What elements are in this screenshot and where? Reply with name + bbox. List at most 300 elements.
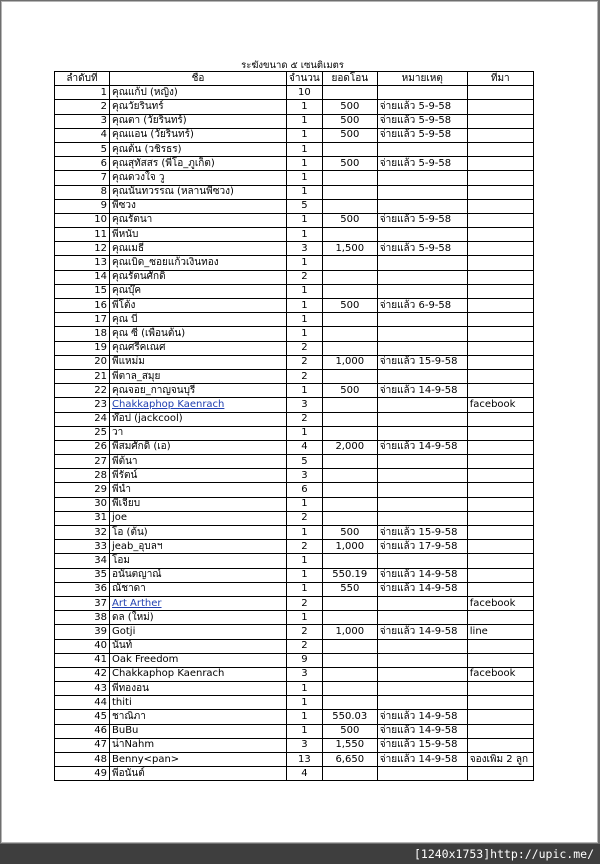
cell-amount (322, 327, 377, 341)
cell-source (467, 157, 533, 171)
table-row (55, 270, 534, 284)
cell-name: คุณนันทวรรณ (หลานพี่ซวง) (110, 185, 287, 199)
cell-no: 32 (55, 526, 110, 540)
cell-qty: 2 (287, 540, 323, 554)
cell-note (377, 284, 467, 298)
cell-source (467, 369, 533, 383)
cell-source (467, 142, 533, 156)
cell-amount: 1,500 (322, 242, 377, 256)
cell-note (377, 256, 467, 270)
table-row (55, 568, 534, 582)
cell-source (467, 199, 533, 213)
cell-source: facebook (467, 667, 533, 681)
cell-source (467, 440, 533, 454)
header-row (55, 72, 534, 86)
cell-amount: 500 (322, 128, 377, 142)
header-no: ลำดับที่ (55, 72, 110, 86)
cell-amount: 6,650 (322, 753, 377, 767)
cell-source (467, 483, 533, 497)
header-note: หมายเหตุ (377, 72, 467, 86)
cell-source (467, 568, 533, 582)
cell-amount: 1,000 (322, 355, 377, 369)
cell-source (467, 710, 533, 724)
cell-name (110, 398, 287, 412)
cell-amount (322, 398, 377, 412)
cell-no: 24 (55, 412, 110, 426)
cell-name: พี่อนันต์ (110, 767, 287, 781)
cell-qty: 2 (287, 341, 323, 355)
cell-qty: 3 (287, 667, 323, 681)
cell-qty: 1 (287, 526, 323, 540)
cell-amount (322, 426, 377, 440)
cell-source (467, 611, 533, 625)
order-table (54, 71, 534, 781)
cell-qty: 1 (287, 313, 323, 327)
cell-name: พี่ตาล_สมุย (110, 369, 287, 383)
table-row (55, 724, 534, 738)
cell-amount: 500 (322, 213, 377, 227)
cell-note (377, 171, 467, 185)
cell-qty: 3 (287, 738, 323, 752)
table-row (55, 86, 534, 100)
cell-amount (322, 511, 377, 525)
cell-qty: 3 (287, 398, 323, 412)
cell-source (467, 724, 533, 738)
cell-qty: 1 (287, 100, 323, 114)
cell-qty: 1 (287, 228, 323, 242)
cell-qty: 1 (287, 724, 323, 738)
cell-no: 28 (55, 469, 110, 483)
cell-amount: 1,550 (322, 738, 377, 752)
cell-no: 16 (55, 299, 110, 313)
cell-source: จองเพิ่ม 2 ลูก (467, 753, 533, 767)
table-row (55, 299, 534, 313)
cell-source (467, 341, 533, 355)
cell-no: 42 (55, 667, 110, 681)
cell-note (377, 185, 467, 199)
cell-note (377, 313, 467, 327)
cell-name: ชาณิภา (110, 710, 287, 724)
cell-name: พี่สมศักดิ์ (เอ) (110, 440, 287, 454)
cell-amount (322, 142, 377, 156)
cell-name: คุณ ซี (เพื่อนต้น) (110, 327, 287, 341)
table-row (55, 455, 534, 469)
cell-source (467, 384, 533, 398)
cell-amount (322, 228, 377, 242)
cell-amount (322, 639, 377, 653)
cell-name: พี่แหม่ม (110, 355, 287, 369)
table-row (55, 185, 534, 199)
cell-no: 23 (55, 398, 110, 412)
cell-note: จ่ายแล้ว 5-9-58 (377, 242, 467, 256)
cell-name: คุณศรีคเณศ (110, 341, 287, 355)
cell-qty: 1 (287, 384, 323, 398)
cell-amount (322, 455, 377, 469)
cell-qty: 1 (287, 611, 323, 625)
cell-qty: 5 (287, 455, 323, 469)
cell-no: 43 (55, 682, 110, 696)
cell-qty: 1 (287, 157, 323, 171)
cell-source (467, 128, 533, 142)
cell-amount: 500 (322, 100, 377, 114)
cell-source (467, 540, 533, 554)
cell-source (467, 114, 533, 128)
cell-amount (322, 313, 377, 327)
cell-amount: 2,000 (322, 440, 377, 454)
header-name: ชื่อ (110, 72, 287, 86)
cell-amount: 550 (322, 582, 377, 596)
cell-no: 47 (55, 738, 110, 752)
cell-note: จ่ายแล้ว 15-9-58 (377, 355, 467, 369)
cell-note: จ่ายแล้ว 14-9-58 (377, 724, 467, 738)
cell-no: 40 (55, 639, 110, 653)
cell-no: 10 (55, 213, 110, 227)
cell-source (467, 767, 533, 781)
cell-name: คุณจอย_กาญจนบุรี (110, 384, 287, 398)
cell-no: 20 (55, 355, 110, 369)
cell-qty: 1 (287, 682, 323, 696)
cell-name: พี่รัตน์ (110, 469, 287, 483)
cell-note (377, 554, 467, 568)
cell-note (377, 497, 467, 511)
cell-amount (322, 86, 377, 100)
cell-source (467, 682, 533, 696)
table-row (55, 440, 534, 454)
cell-note (377, 667, 467, 681)
cell-qty: 1 (287, 582, 323, 596)
table-row (55, 497, 534, 511)
cell-qty: 2 (287, 355, 323, 369)
cell-no: 26 (55, 440, 110, 454)
table-row (55, 327, 534, 341)
cell-source (467, 228, 533, 242)
table-row (55, 753, 534, 767)
profile-link[interactable]: Art Arther (112, 597, 162, 609)
sheet-caption: ระฆังขนาด ๕ เซนติเมตร (241, 60, 344, 71)
table-row (55, 639, 534, 653)
cell-note (377, 327, 467, 341)
cell-source (467, 242, 533, 256)
table-row (55, 412, 534, 426)
cell-amount (322, 653, 377, 667)
cell-no: 35 (55, 568, 110, 582)
cell-note (377, 653, 467, 667)
table-row (55, 313, 534, 327)
cell-name: BuBu (110, 724, 287, 738)
cell-no: 2 (55, 100, 110, 114)
cell-no: 33 (55, 540, 110, 554)
cell-amount: 500 (322, 114, 377, 128)
cell-name: คุณดวงใจ วู (110, 171, 287, 185)
cell-name: น่าNahm (110, 738, 287, 752)
cell-no: 4 (55, 128, 110, 142)
cell-note (377, 369, 467, 383)
cell-note (377, 511, 467, 525)
cell-source (467, 213, 533, 227)
cell-note: จ่ายแล้ว 5-9-58 (377, 114, 467, 128)
cell-no: 38 (55, 611, 110, 625)
cell-no: 6 (55, 157, 110, 171)
cell-source: facebook (467, 596, 533, 610)
cell-source (467, 256, 533, 270)
cell-note: จ่ายแล้ว 17-9-58 (377, 540, 467, 554)
cell-amount: 1,000 (322, 540, 377, 554)
table-row (55, 256, 534, 270)
cell-source (467, 284, 533, 298)
cell-qty: 1 (287, 114, 323, 128)
table-row (55, 284, 534, 298)
cell-amount (322, 554, 377, 568)
cell-no: 36 (55, 582, 110, 596)
cell-name: ดล (ใหม่) (110, 611, 287, 625)
cell-source (467, 497, 533, 511)
table-row (55, 710, 534, 724)
cell-qty: 1 (287, 554, 323, 568)
table-row (55, 682, 534, 696)
cell-no: 9 (55, 199, 110, 213)
table-row (55, 369, 534, 383)
table-row (55, 767, 534, 781)
cell-no: 21 (55, 369, 110, 383)
cell-name: คุณรัตนา (110, 213, 287, 227)
cell-name: คุณวัยรินทร์ (110, 100, 287, 114)
cell-source (467, 526, 533, 540)
table-row (55, 213, 534, 227)
table-row (55, 554, 534, 568)
cell-qty: 1 (287, 568, 323, 582)
cell-amount (322, 341, 377, 355)
cell-name: Oak Freedom (110, 653, 287, 667)
cell-amount: 550.19 (322, 568, 377, 582)
cell-note: จ่ายแล้ว 5-9-58 (377, 157, 467, 171)
cell-qty: 2 (287, 412, 323, 426)
cell-no: 3 (55, 114, 110, 128)
cell-note (377, 682, 467, 696)
table-row (55, 171, 534, 185)
cell-qty: 1 (287, 171, 323, 185)
table-row (55, 526, 534, 540)
profile-link[interactable]: Chakkaphop Kaenrach (112, 398, 225, 410)
cell-name: คุณตา (วัยรินทร์) (110, 114, 287, 128)
cell-qty: 2 (287, 596, 323, 610)
cell-name: พี่นำ (110, 483, 287, 497)
cell-qty: 4 (287, 767, 323, 781)
cell-source (467, 412, 533, 426)
cell-amount (322, 767, 377, 781)
cell-no: 30 (55, 497, 110, 511)
cell-no: 22 (55, 384, 110, 398)
cell-amount (322, 611, 377, 625)
cell-source (467, 511, 533, 525)
cell-note: จ่ายแล้ว 14-9-58 (377, 384, 467, 398)
cell-amount (322, 199, 377, 213)
cell-qty: 1 (287, 497, 323, 511)
table-row (55, 625, 534, 639)
cell-no: 14 (55, 270, 110, 284)
cell-amount (322, 682, 377, 696)
cell-name: พี่ทองอน (110, 682, 287, 696)
cell-name: นันท์ (110, 639, 287, 653)
cell-no: 11 (55, 228, 110, 242)
cell-no: 12 (55, 242, 110, 256)
cell-source (467, 313, 533, 327)
cell-note: จ่ายแล้ว 14-9-58 (377, 568, 467, 582)
cell-no: 25 (55, 426, 110, 440)
table-row (55, 355, 534, 369)
cell-amount (322, 284, 377, 298)
cell-name: คุณแก้ป (หญิง) (110, 86, 287, 100)
cell-note (377, 455, 467, 469)
table-row (55, 596, 534, 610)
cell-name: jeab_อุบลฯ (110, 540, 287, 554)
cell-no: 7 (55, 171, 110, 185)
table-row (55, 738, 534, 752)
cell-qty: 1 (287, 327, 323, 341)
cell-name: พี่โต้ง (110, 299, 287, 313)
table-row (55, 511, 534, 525)
cell-qty: 1 (287, 142, 323, 156)
document-page (1, 1, 598, 843)
cell-name: Gotji (110, 625, 287, 639)
cell-source (467, 554, 533, 568)
cell-amount (322, 667, 377, 681)
table-row (55, 469, 534, 483)
cell-name: Chakkaphop Kaenrach (110, 667, 287, 681)
cell-name: คุณต้น (วชิรธร) (110, 142, 287, 156)
cell-source (467, 469, 533, 483)
table-row (55, 696, 534, 710)
cell-qty: 1 (287, 696, 323, 710)
cell-note (377, 639, 467, 653)
cell-note (377, 199, 467, 213)
cell-source (467, 100, 533, 114)
cell-name: ณัชาดา (110, 582, 287, 596)
cell-name: Benny<pan> (110, 753, 287, 767)
table-row (55, 384, 534, 398)
cell-qty: 1 (287, 284, 323, 298)
table-row (55, 667, 534, 681)
cell-note (377, 426, 467, 440)
cell-source (467, 327, 533, 341)
table-row (55, 611, 534, 625)
cell-no: 29 (55, 483, 110, 497)
cell-name: คุณเมธี (110, 242, 287, 256)
cell-amount (322, 483, 377, 497)
cell-no: 39 (55, 625, 110, 639)
cell-no: 45 (55, 710, 110, 724)
cell-no: 8 (55, 185, 110, 199)
cell-qty: 13 (287, 753, 323, 767)
cell-note (377, 412, 467, 426)
cell-qty: 6 (287, 483, 323, 497)
table-row (55, 128, 534, 142)
cell-amount (322, 596, 377, 610)
cell-note: จ่ายแล้ว 5-9-58 (377, 213, 467, 227)
cell-source (467, 270, 533, 284)
cell-amount: 550.03 (322, 710, 377, 724)
cell-note: จ่ายแล้ว 14-9-58 (377, 753, 467, 767)
table-row (55, 142, 534, 156)
cell-name: โอม (110, 554, 287, 568)
table-row (55, 242, 534, 256)
cell-no: 49 (55, 767, 110, 781)
cell-qty: 2 (287, 369, 323, 383)
table-row (55, 228, 534, 242)
cell-note (377, 228, 467, 242)
table-row (55, 100, 534, 114)
cell-note (377, 86, 467, 100)
cell-qty: 1 (287, 710, 323, 724)
cell-source (467, 738, 533, 752)
cell-note (377, 469, 467, 483)
table-body (55, 86, 534, 781)
cell-qty: 1 (287, 426, 323, 440)
table-row (55, 653, 534, 667)
cell-note: จ่ายแล้ว 5-9-58 (377, 100, 467, 114)
cell-note (377, 596, 467, 610)
table-row (55, 582, 534, 596)
cell-name: คุณ บี (110, 313, 287, 327)
cell-source (467, 185, 533, 199)
cell-name: คุณบุ๊ค (110, 284, 287, 298)
cell-amount: 500 (322, 384, 377, 398)
cell-qty: 2 (287, 639, 323, 653)
cell-amount: 500 (322, 299, 377, 313)
cell-source (467, 653, 533, 667)
cell-amount: 1,000 (322, 625, 377, 639)
header-source: ที่มา (467, 72, 533, 86)
cell-source (467, 639, 533, 653)
cell-source (467, 355, 533, 369)
table-row (55, 483, 534, 497)
cell-qty: 1 (287, 128, 323, 142)
cell-source (467, 299, 533, 313)
cell-amount (322, 412, 377, 426)
cell-qty: 10 (287, 86, 323, 100)
cell-qty: 3 (287, 242, 323, 256)
cell-qty: 1 (287, 213, 323, 227)
cell-no: 48 (55, 753, 110, 767)
cell-source (467, 455, 533, 469)
cell-name: คุณรัตนศักดิ์ (110, 270, 287, 284)
cell-source (467, 696, 533, 710)
cell-note (377, 142, 467, 156)
cell-no: 37 (55, 596, 110, 610)
image-host-credit: [1240x1753]http://upic.me/ (0, 844, 600, 864)
cell-note (377, 483, 467, 497)
cell-no: 5 (55, 142, 110, 156)
cell-name: คุณเบิด_ซอยแก้วเงินทอง (110, 256, 287, 270)
cell-no: 17 (55, 313, 110, 327)
cell-note: จ่ายแล้ว 14-9-58 (377, 440, 467, 454)
cell-note: จ่ายแล้ว 14-9-58 (377, 625, 467, 639)
cell-qty: 2 (287, 625, 323, 639)
cell-name: คุณสุทัสสร (พี่โอ_ภูเก็ต) (110, 157, 287, 171)
cell-no: 31 (55, 511, 110, 525)
cell-no: 19 (55, 341, 110, 355)
cell-amount (322, 256, 377, 270)
cell-amount (322, 497, 377, 511)
cell-qty: 4 (287, 440, 323, 454)
cell-amount: 500 (322, 724, 377, 738)
cell-name: พี่เจี๊ยบ (110, 497, 287, 511)
cell-note (377, 341, 467, 355)
cell-note: จ่ายแล้ว 6-9-58 (377, 299, 467, 313)
cell-no: 46 (55, 724, 110, 738)
cell-name: ท๊อป (jackcool) (110, 412, 287, 426)
cell-note: จ่ายแล้ว 5-9-58 (377, 128, 467, 142)
cell-no: 18 (55, 327, 110, 341)
